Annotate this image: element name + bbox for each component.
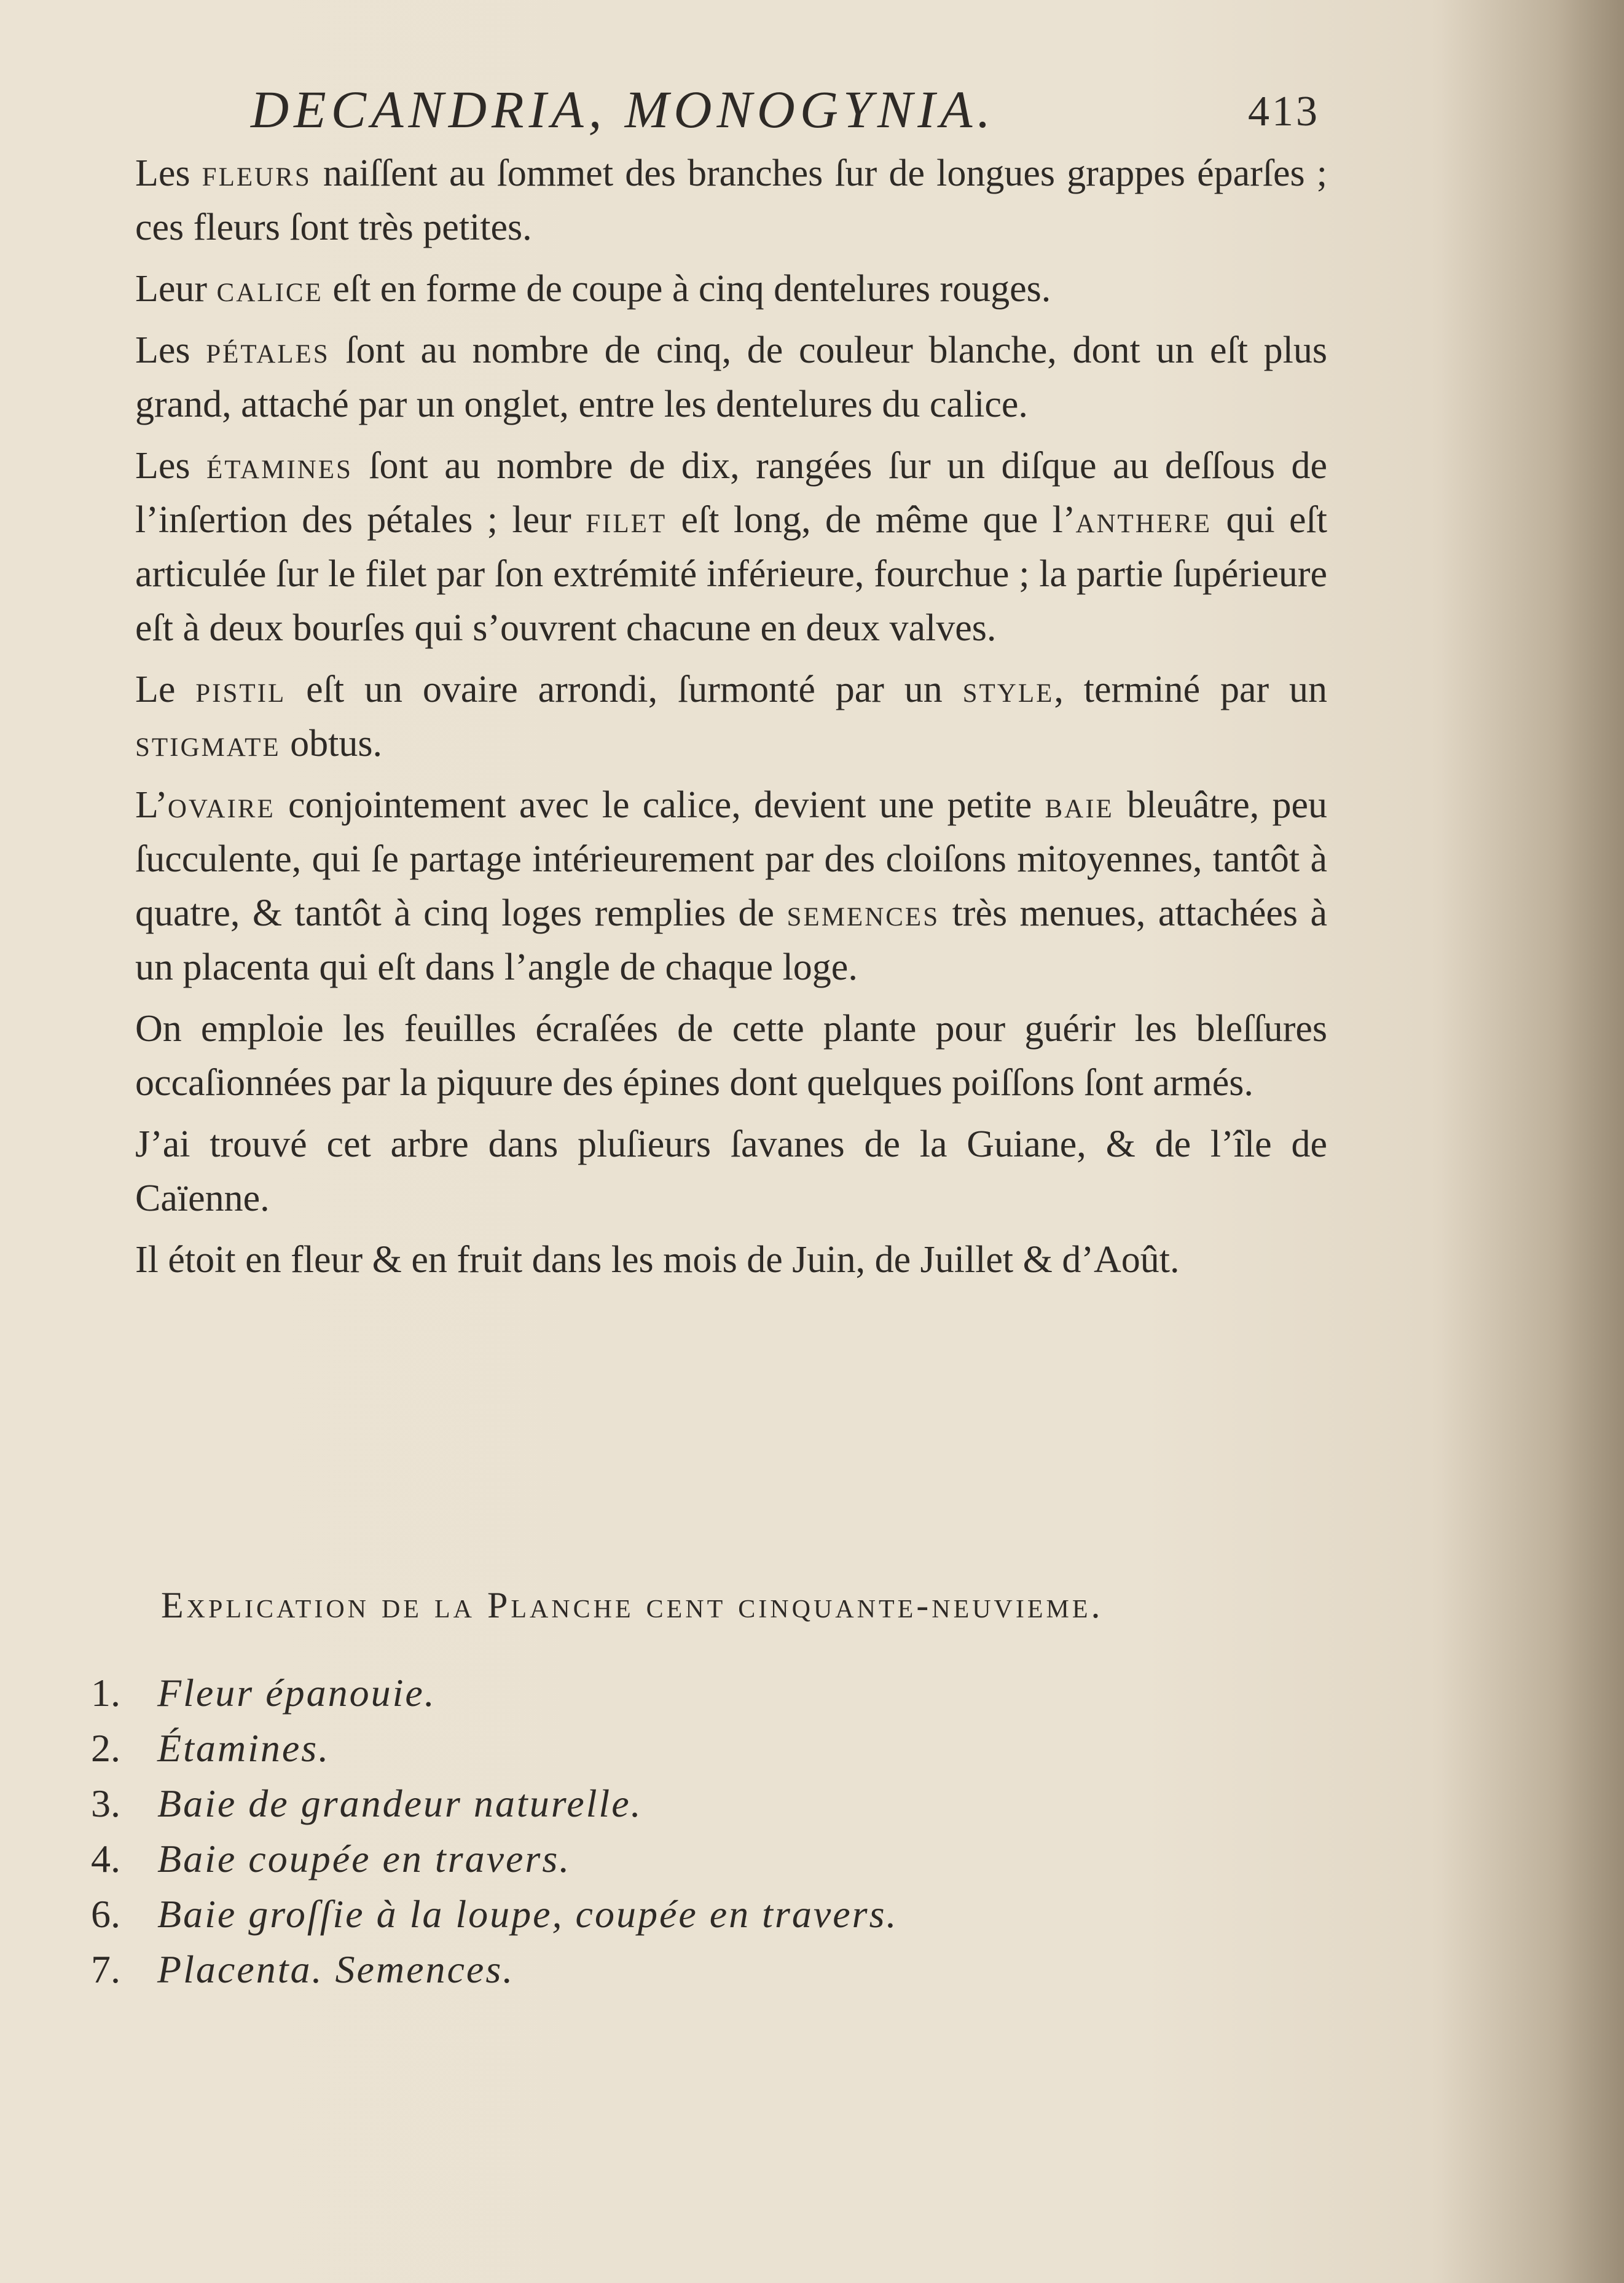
term: étamines [206, 445, 353, 487]
legend-number: 2. [91, 1726, 120, 1770]
text-run: L’ [135, 784, 168, 826]
page-number: 413 [1248, 88, 1320, 135]
text-run: , terminé par un [1054, 669, 1328, 710]
text-run: eſt en forme de coupe à cinq dentelures rouges. [323, 268, 1051, 310]
term: filet [586, 499, 667, 541]
text-run: Les [135, 152, 202, 194]
legend-number: 4. [91, 1837, 120, 1880]
text-run: conjointement avec le calice, devient une petite [275, 784, 1045, 826]
text-run: très menues, attachées à un placenta qui eſt dans l’angle de chaque loge. [135, 892, 1327, 988]
paragraph-ovaire [135, 778, 1327, 994]
legend-number: 1. [91, 1671, 120, 1715]
text-run: Leur [135, 268, 217, 310]
paragraph-usage [135, 1002, 1327, 1110]
text-run: naiſſent au ſommet des branches ſur de longues grappes éparſes ; ces fleurs ſont très petites. [135, 152, 1327, 248]
term: pétales [206, 329, 330, 371]
paragraph-lieu [135, 1117, 1327, 1225]
term: ovaire [167, 784, 275, 826]
term: pistil [195, 669, 286, 710]
text-run: Les [135, 329, 206, 371]
legend-number: 3. [91, 1782, 120, 1825]
legend-text: Placenta. Semences. [157, 1947, 515, 1991]
legend-text: Baie groſſie à la loupe, coupée en travers. [157, 1892, 898, 1936]
text-run: eſt un ovaire arrondi, ſurmonté par un [286, 669, 963, 710]
term: stigmate [135, 723, 281, 764]
text-run: Il étoit en fleur & en fruit dans les mois de Juin, de Juillet & d’Août. [135, 1239, 1180, 1281]
term: style [962, 669, 1054, 710]
legend-number: 7. [91, 1947, 120, 1991]
term: baie [1045, 784, 1114, 826]
paragraph-calice [135, 262, 1327, 316]
text-run: ſont au nombre de dix, rangées ſur un diſque au deſſous de l’inſertion des pétales ; leur [135, 445, 1327, 541]
plate-explanation-heading: Explication de la Planche cent cinquante-neuvieme. [161, 1585, 1104, 1625]
legend-text: Baie de grandeur naturelle. [157, 1782, 643, 1825]
term: anthere [1075, 499, 1212, 541]
legend-item [91, 1776, 1074, 1831]
text-run: bleuâtre, peu ſucculente, qui ſe partage intérieurement par des cloiſons mitoyennes, tantôt à quatre, & tantôt à cinq loges remplies de [135, 784, 1328, 934]
legend-item [91, 1665, 1074, 1721]
plate-legend [91, 1665, 1074, 1997]
term: calice [216, 268, 323, 310]
text-run: obtus. [280, 723, 382, 764]
text-run: qui eſt articulée ſur le filet par ſon extrémité inférieure, fourchue ; la partie ſupérieure eſt à deux bourſes qui s’ouvrent chacune en deux valves. [135, 499, 1327, 649]
text-run: eſt long, de même que l’ [667, 499, 1076, 541]
page-gutter-shadow [1440, 0, 1624, 2283]
legend-number: 6. [91, 1892, 120, 1936]
paragraph-floraison [135, 1233, 1327, 1287]
page-header [251, 79, 1320, 146]
legend-item [91, 1721, 1074, 1776]
legend-text: Étamines. [157, 1726, 331, 1770]
paragraph-pistil [135, 662, 1327, 771]
legend-item [91, 1831, 1074, 1887]
legend-item [91, 1942, 1074, 1997]
text-run: On emploie les feuilles écraſées de cette plante pour guérir les bleſſures occaſionnées par la piquure des épines dont quelques poiſſons ſont armés. [135, 1008, 1327, 1104]
term: fleurs [202, 152, 312, 194]
text-run: Les [135, 445, 206, 487]
legend-text: Baie coupée en travers. [157, 1837, 571, 1880]
running-title: DECANDRIA, MONOGYNIA. [251, 80, 995, 139]
text-run: J’ai trouvé cet arbre dans pluſieurs ſavanes de la Guiane, & de l’île de Caïenne. [135, 1123, 1327, 1219]
text-run: Le [135, 669, 196, 710]
legend-text: Fleur épanouie. [157, 1671, 436, 1715]
paragraph-etamines [135, 439, 1327, 655]
legend-item [91, 1887, 1074, 1942]
term: semences [787, 892, 940, 934]
body-text [135, 146, 1327, 1294]
paragraph-petales [135, 323, 1327, 431]
text-run: ſont au nombre de cinq, de couleur blanche, dont un eſt plus grand, attaché par un onglet, entre les dentelures du calice. [135, 329, 1327, 425]
paragraph-fleurs [135, 146, 1327, 254]
